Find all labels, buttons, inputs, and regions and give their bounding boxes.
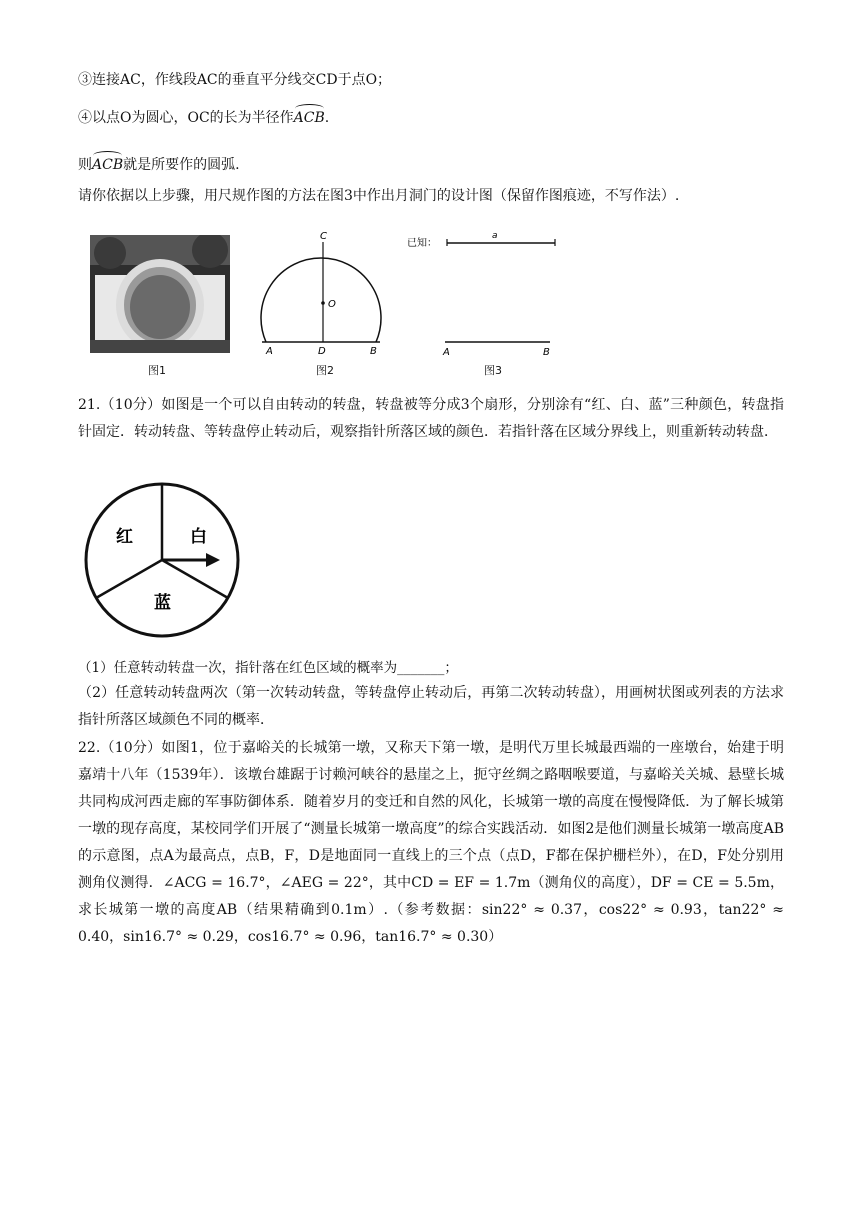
step-4-prefix: ④以点O为圆心，OC的长为半径作 <box>78 110 294 126</box>
spinner-label-red: 红 <box>116 527 133 547</box>
figure-3-diagram <box>405 228 565 358</box>
step-4-suffix: . <box>324 110 330 126</box>
conclusion-prefix: 则 <box>78 157 92 173</box>
figure-2-diagram <box>258 228 398 358</box>
fig2-label-b: B <box>370 346 377 357</box>
q21-part-1: （1）任意转动转盘一次，指针落在红色区域的概率为_______； <box>78 660 458 676</box>
step-3-text: ③连接AC，作线段AC的垂直平分线交CD于点O； <box>78 72 392 88</box>
figure-1-caption: 图1 <box>148 364 166 377</box>
figure-1-photo <box>90 235 230 353</box>
figure-2-caption: 图2 <box>316 364 334 377</box>
q21-stem: 21.（10分）如图是一个可以自由转动的转盘，转盘被等分成3个扇形，分别涂有“红、白、蓝”三种颜色，转盘指针固定．转动转盘、等转盘停止转动后，观察指针所落区域的颜色．若指针落在区域分界线上，则重新转动转盘． <box>78 397 784 440</box>
fig2-label-d: D <box>318 346 326 357</box>
fig3-label-b: B <box>543 347 550 358</box>
conclusion-text <box>78 155 240 175</box>
arc-acb-label-2: ACB <box>92 157 124 173</box>
spinner-label-blue: 蓝 <box>154 593 171 613</box>
step-4-text <box>78 108 329 128</box>
conclusion-suffix: 就是所要作的圆弧. <box>123 157 240 173</box>
fig2-label-c: C <box>320 231 327 242</box>
spinner-label-white: 白 <box>190 527 207 547</box>
q22-text: 22.（10分）如图1，位于嘉峪关的长城第一墩，又称天下第一墩，是明代万里长城最西端的一座墩台，始建于明嘉靖十八年（1539年）．该墩台雄踞于讨赖河峡谷的悬崖之上，扼守丝绸之路咽喉要道，与嘉峪关关城、悬壁长城共同构成河西走廊的军事防御体系．随着岁月的变迁和自然的风化，长城第一墩的高度在慢慢降低．为了解长城第一墩的现存高度，某校同学们开展了“测量长城第一墩高度”的综合实践活动．如图2是他们测量长城第一墩高度AB的示意图，点A为最高点，点B，F，D是地面同一直线上的三个点（点D，F都在保护栅栏外），在D，F处分别用测角仪测得．∠ACG = 16.7°，∠AEG = 22°，其中CD = EF = 1.7m（测角仪的高度），DF = CE = 5.5m，求长城第一墩的高度AB（结果精确到0.1m）.（参考数据：sin22° ≈ 0.37，cos22° ≈ 0.93，tan22° ≈ 0.40，sin16.7° ≈ 0.29，cos16.7° ≈ 0.96，tan16.7° ≈ 0.30） <box>78 740 784 945</box>
arc-acb-label: ACB <box>293 110 325 126</box>
fig3-label-a-lower: a <box>492 231 498 241</box>
fig3-given-label: 已知： <box>407 238 437 249</box>
instruction-text: 请你依据以上步骤，用尺规作图的方法在图3中作出月洞门的设计图（保留作图痕迹，不写作法）. <box>78 188 680 204</box>
q21-part-2: （2）任意转动转盘两次（第一次转动转盘，等转盘停止转动后，再第二次转动转盘），用画树状图或列表的方法求指针所落区域颜色不同的概率． <box>78 685 784 728</box>
fig3-label-a: A <box>443 347 450 358</box>
fig2-label-a: A <box>266 346 273 357</box>
spinner-figure <box>80 480 250 640</box>
fig2-label-o: O <box>328 299 336 310</box>
figure-3-caption: 图3 <box>484 364 502 377</box>
